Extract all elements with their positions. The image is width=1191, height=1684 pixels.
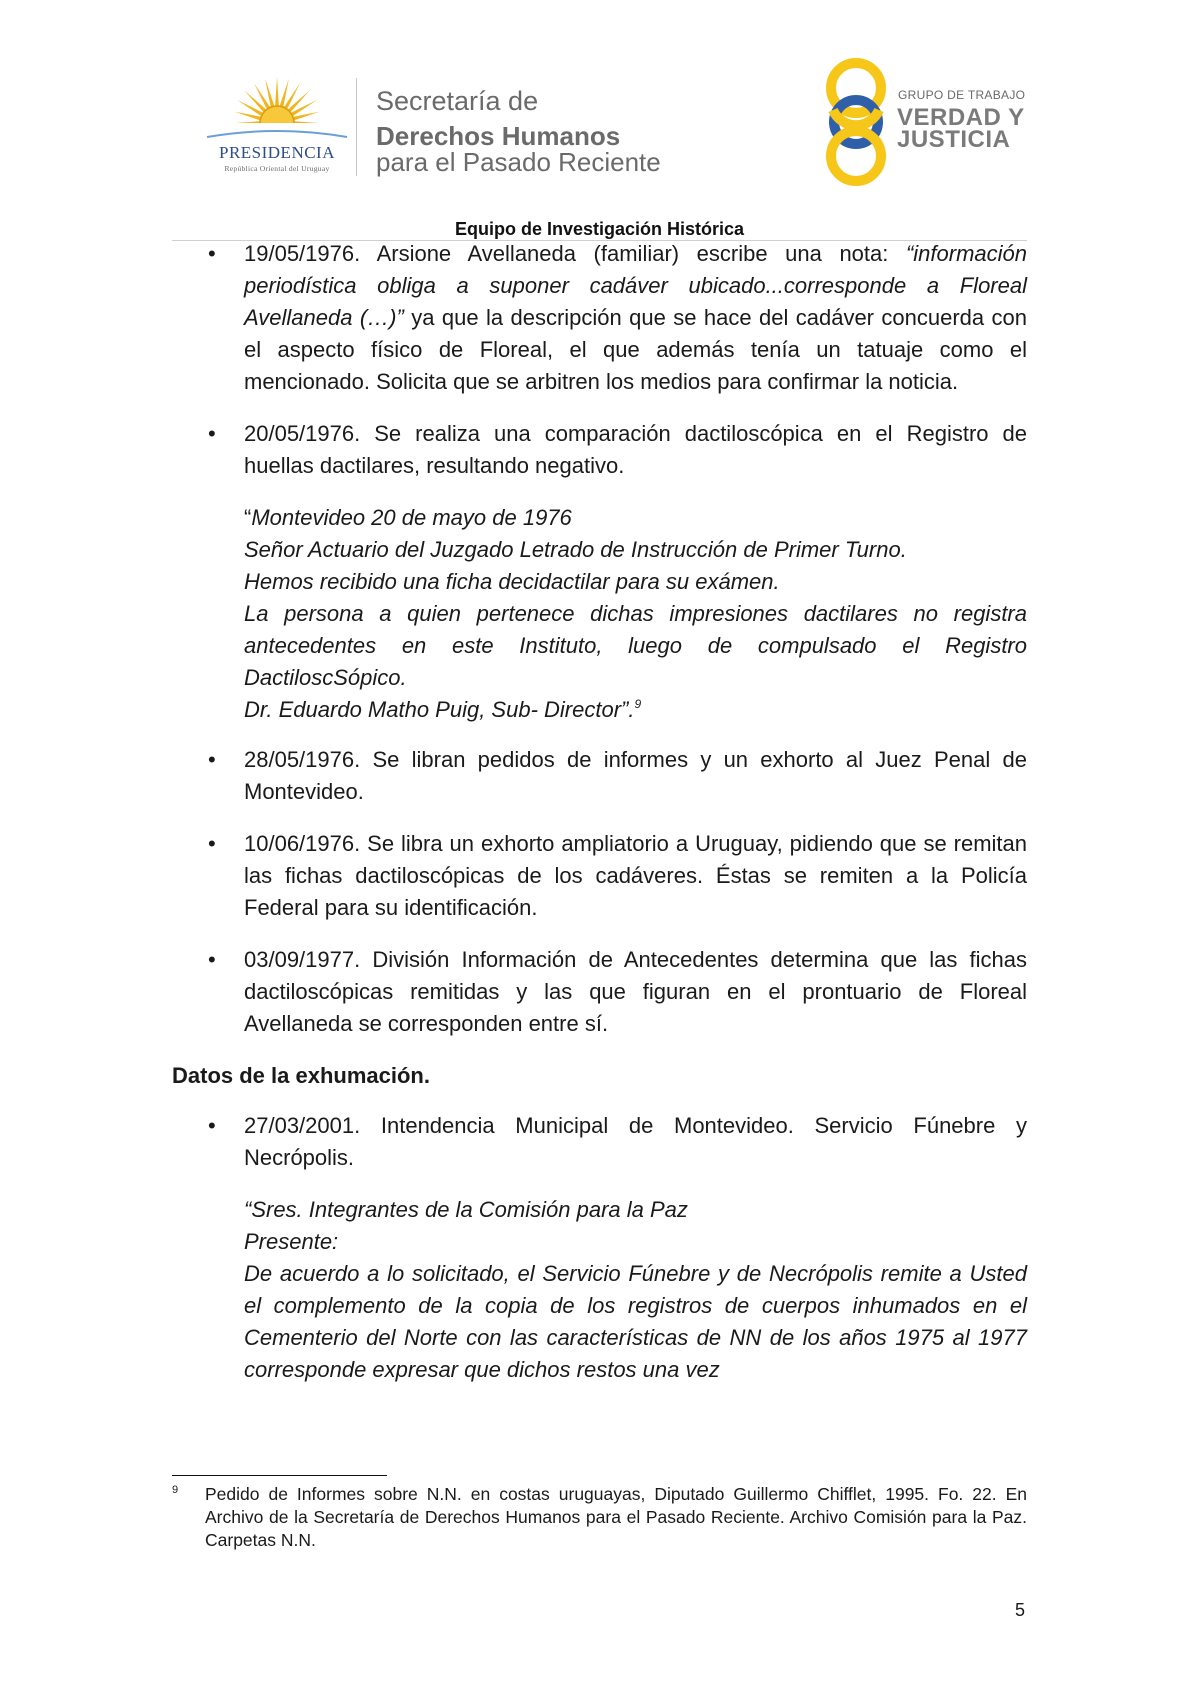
bullet-icon: • [208,831,216,856]
quoted-letter [172,502,1027,726]
list-item [172,1110,1027,1174]
bullet-icon: • [208,947,216,972]
quote-open-mark: “ [244,505,252,530]
list-item [172,238,1027,398]
list-item [172,418,1027,482]
quote-line: Señor Actuario del Juzgado Letrado de Instrucción de Primer Turno. [244,537,907,562]
justicia-label: JUSTICIA [897,126,1011,153]
linked-rings-icon [820,58,892,186]
quote-line: Hemos recibido una ficha decidactilar para su exámen. [244,569,780,594]
quote-line: De acuerdo a lo solicitado, el Servicio Fúnebre y de Necrópolis remite a Usted el complemento de la copia de los registros de cuerpos inhumados en el Cementerio del Norte con las características de NN de los años 1975 al 1977 corresponde expresar que dichos restos una vez [244,1261,1027,1382]
list-item-quote: “información periodística obliga a suponer cadáver ubicado...corresponde a Floreal Avellaneda (…)” [244,241,1027,330]
header-divider [356,78,357,176]
list-item-lead: 19/05/1976. Arsione Avellaneda (familiar) escribe una nota: [244,241,906,266]
list-item [172,828,1027,924]
presidencia-logo [197,75,357,180]
list-item-text: 28/05/1976. Se libran pedidos de informes y un exhorto al Juez Penal de Montevideo. [244,747,1027,804]
secretaria-line3: para el Pasado Reciente [376,147,661,177]
secretaria-line2: Derechos Humanos [376,121,621,151]
bullet-icon: • [208,421,216,446]
footnote-text: Pedido de Informes sobre N.N. en costas uruguayas, Diputado Guillermo Chifflet, 1995. Fo. 22. En Archivo de la Secretaría de Derechos Humanos para el Pasado Reciente. Archivo Comisión para la Paz. Carpetas N.N. [205,1484,1027,1550]
list-item-tail: ya que la descripción que se hace del cadáver concuerda con el aspecto físico de Floreal, el que además tenía un tatuaje como el mencionado. Solicita que se arbitren los medios para confirmar la noticia. [244,305,1027,394]
footnote [172,1483,1027,1552]
page-header-title: Equipo de Investigación Histórica [454,219,745,239]
secretaria-line1: Secretaría de [376,86,539,116]
list-item-text: 03/09/1977. División Información de Antecedentes determina que las fichas dactiloscópicas remitidas y las que figuran en el prontuario de Floreal Avellaneda se corresponden entre sí. [244,947,1027,1036]
quote-line: Presente: [244,1229,339,1254]
verdad-justicia-logo [820,58,892,186]
list-item [172,944,1027,1040]
quote-line: Montevideo 20 de mayo de 1976 [251,505,572,530]
bullet-icon: • [208,747,216,772]
list-item-text: 27/03/2001. Intendencia Municipal de Montevideo. Servicio Fúnebre y Necrópolis. [244,1113,1027,1170]
verdad-label: VERDAD Y [897,104,1025,131]
presidencia-subtitle: República Oriental del Uruguay [224,164,330,173]
quote-line: La persona a quien pertenece dichas impresiones dactilares no registra antecedentes en este Instituto, luego de compulsado el Registro DactiloscSópico. [244,601,1027,690]
page-number: 5 [1015,1600,1026,1620]
footnote-ref[interactable]: 9 [634,697,642,711]
grupo-label: GRUPO DE TRABAJO [898,88,1026,102]
quote-signature: Dr. Eduardo Matho Puig, Sub- Director”. [244,697,635,722]
list-item-text: 10/06/1976. Se libra un exhorto ampliatorio a Uruguay, pidiendo que se remitan las fichas dactiloscópicas de los cadáveres. Éstas se remiten a la Policía Federal para su identificación. [244,831,1027,920]
list-item [172,744,1027,808]
quote-line: “Sres. Integrantes de la Comisión para la Paz [244,1197,688,1222]
bullet-icon: • [208,241,216,266]
section-heading: Datos de la exhumación. [172,1063,430,1088]
footnote-number: 9 [172,1484,179,1496]
list-item-text: 20/05/1976. Se realiza una comparación dactiloscópica en el Registro de huellas dactilares, resultando negativo. [244,421,1027,478]
bullet-icon: • [208,1113,216,1138]
document-body [172,238,1027,1404]
presidencia-label: PRESIDENCIA [218,143,335,162]
sun-icon [197,75,357,145]
footnote-separator [172,1475,387,1476]
quoted-letter [172,1194,1027,1386]
